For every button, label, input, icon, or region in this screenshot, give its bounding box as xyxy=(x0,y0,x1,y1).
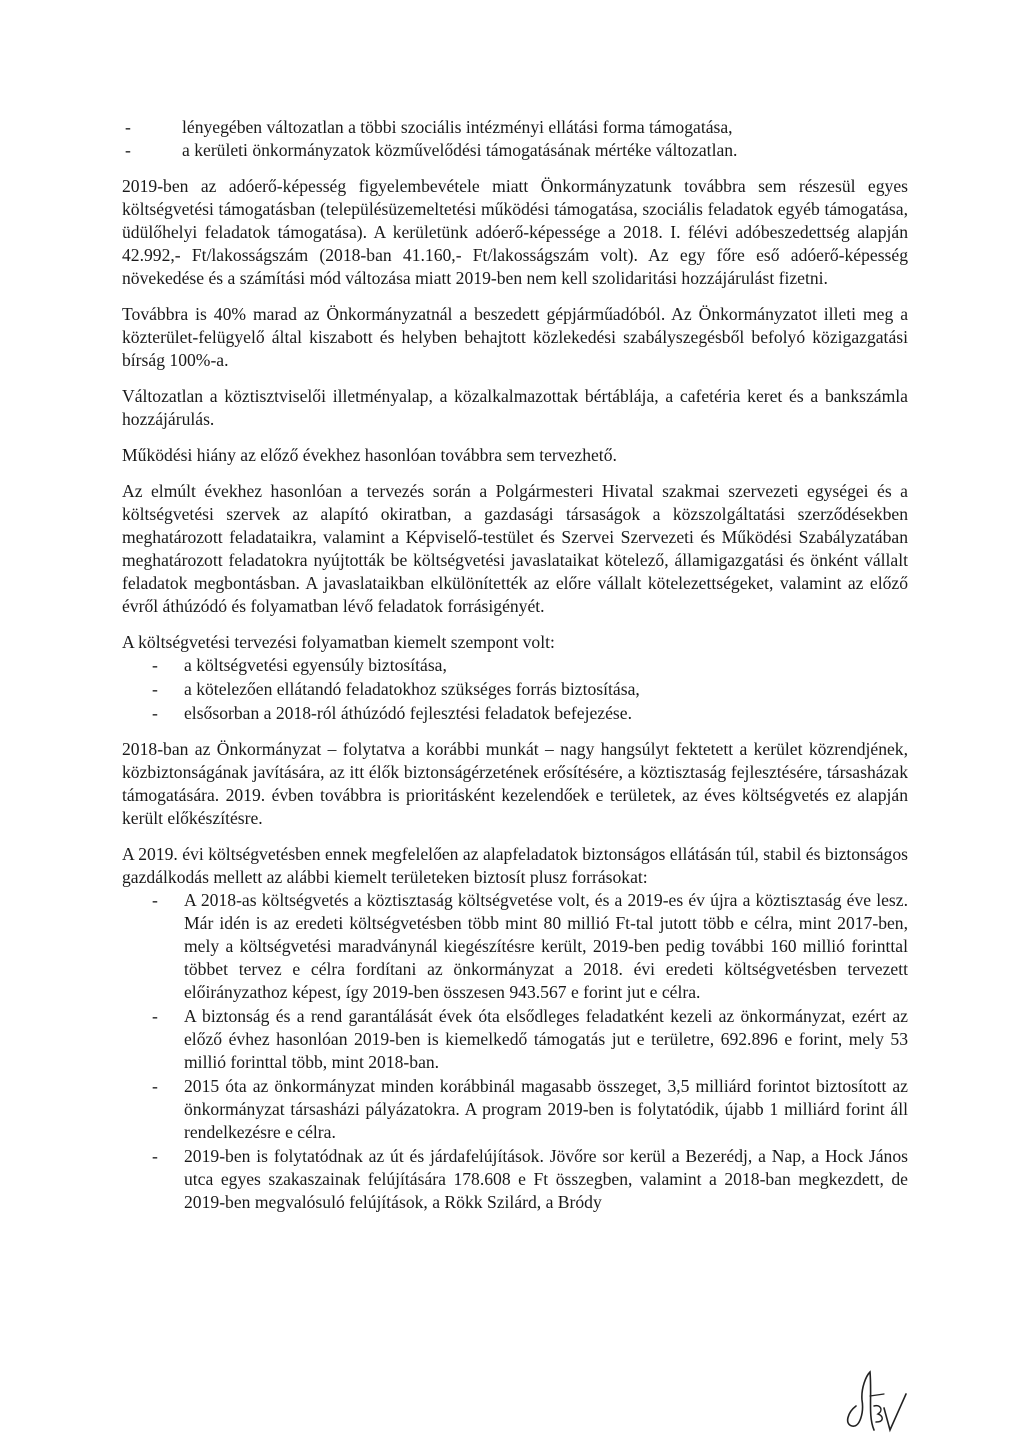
list-item: - a kerületi önkormányzatok közművelődési támogatásának mértéke változatlan. xyxy=(122,139,908,162)
priority-bullet-list xyxy=(122,654,908,725)
list-item: - lényegében változatlan a többi szociális intézményi ellátási forma támogatása, xyxy=(122,116,908,139)
document-page xyxy=(122,116,908,1227)
list-item: - elsősorban a 2018-ról áthúzódó fejlesztési feladatok befejezése. xyxy=(122,702,908,725)
list-item: - a kötelezően ellátandó feladatokhoz szükséges forrás biztosítása, xyxy=(122,678,908,701)
list-item: - 2019-ben is folytatódnak az út és járdafelújítások. Jövőre sor kerül a Bezerédj, a Nap, a Hock János utca egyes szakaszainak felújítására 178.608 e Ft összegben, valamint a 2018-ban megkezdett, de 2019-ben megvalósuló felújítások, a Rökk Szilárd, a Bródy xyxy=(122,1145,908,1214)
handwritten-signature xyxy=(834,1366,924,1436)
paragraph-public-safety: 2018-ban az Önkormányzat – folytatva a korábbi munkát – nagy hangsúlyt fektetett a kerület közrendjének, közbiztonságának javítására, az itt élők biztonságérzetének erősítésére, a köztisztaság fejlesztésére, társasházak támogatására. 2019. évben továbbra is prioritásként kezelendőek e területek, az éves költségvetés ez alapján került előkészítésre. xyxy=(122,739,908,828)
funding-section xyxy=(122,843,908,1214)
paragraph-salary-base: Változatlan a köztisztviselői illetményalap, a közalkalmazottak bértáblája, a cafetéria keret és a bankszámla hozzájárulás. xyxy=(122,386,908,429)
paragraph-tax-capacity: 2019-ben az adóerő-képesség figyelembevétele miatt Önkormányzatunk továbbra sem részesül egyes költségvetési támogatásban (településüzemeltetési működési támogatása, szociális feladatok egyéb támogatása, üdülőhelyi feladatok támogatása). A kerületünk adóerő-képessége a 2018. I. félévi adóbeszedettség alapján 42.992,- Ft/lakosságszám (2018-ban 41.160,- Ft/lakosságszám volt). Az egy főre eső adóerő-képesség növekedése és a számítási mód változása miatt 2019-ben nem kell szolidaritási hozzájárulást fizetni. xyxy=(122,176,908,288)
list-item: - A biztonság és a rend garantálását évek óta elsődleges feladatként kezeli az önkormányzat, ezért az előző évhez hasonlóan 2019-ben is kiemelkedő támogatás jut e területre, 692.896 e forint, mely 53 millió forinttal több, mint 2018-ban. xyxy=(122,1005,908,1074)
list-item: - 2015 óta az önkormányzat minden korábbinál magasabb összeget, 3,5 milliárd forintot biztosított az önkormányzat társasházi pályázatokra. A program 2019-ben is folytatódik, újabb 1 milliárd forint áll rendelkezésre e célra. xyxy=(122,1075,908,1144)
priority-section xyxy=(122,631,908,725)
list-item: - a költségvetési egyensúly biztosítása, xyxy=(122,654,908,677)
paragraph-operating-deficit: Működési hiány az előző évekhez hasonlóan továbbra sem tervezhető. xyxy=(122,445,617,465)
top-bullet-list xyxy=(122,116,908,162)
paragraph-priority-intro: A költségvetési tervezési folyamatban kiemelt szempont volt: xyxy=(122,632,555,652)
paragraph-planning-process: Az elmúlt évekhez hasonlóan a tervezés során a Polgármesteri Hivatal szakmai szervezeti egységei és a költségvetési szervek az alapító okiratban, a gazdasági társaságok a közszolgáltatási szerződésekben meghatározott feladataikra, valamint a Képviselő-testület és Szervei Szervezeti és Működési Szabályzatában meghatározott feladatokra nyújtották be költségvetési javaslataikat kötelező, államigazgatási és önként vállalt feladatok megbontásban. A javaslataikban elkülönítették az előre vállalt kötelezettségeket, valamint az előző évről áthúzódó és folyamatban lévő feladatok forrásigényét. xyxy=(122,481,908,616)
list-item: - A 2018-as költségvetés a köztisztaság költségvetése volt, és a 2019-es év újra a köztisztaság éve lesz. Már idén is az eredeti költségvetésben több mint 80 millió Ft-tal jutott több e célra, mint 2017-ben, mely a költségvetési maradványnál kiegészítésre került, 2019-ben pedig további 160 millió forinttal többet tervez e célra fordítani az önkormányzat a 2018. évi eredeti költségvetésben tervezett előirányzathoz képest, így 2019-ben összesen 943.567 e forint jut e célra. xyxy=(122,889,908,1004)
funding-bullet-list xyxy=(122,889,908,1214)
paragraph-funding-intro: A 2019. évi költségvetésben ennek megfelelően az alapfeladatok biztonságos ellátásán túl, stabil és biztonságos gazdálkodás mellett az alábbi kiemelt területeken biztosít plusz forrásokat: xyxy=(122,844,908,887)
paragraph-vehicle-tax: Továbbra is 40% marad az Önkormányzatnál a beszedett gépjárműadóból. Az Önkormányzatot illeti meg a közterület-felügyelő által kiszabott és helyben behajtott közlekedési szabályszegésből befolyó közigazgatási bírság 100%-a. xyxy=(122,304,908,370)
